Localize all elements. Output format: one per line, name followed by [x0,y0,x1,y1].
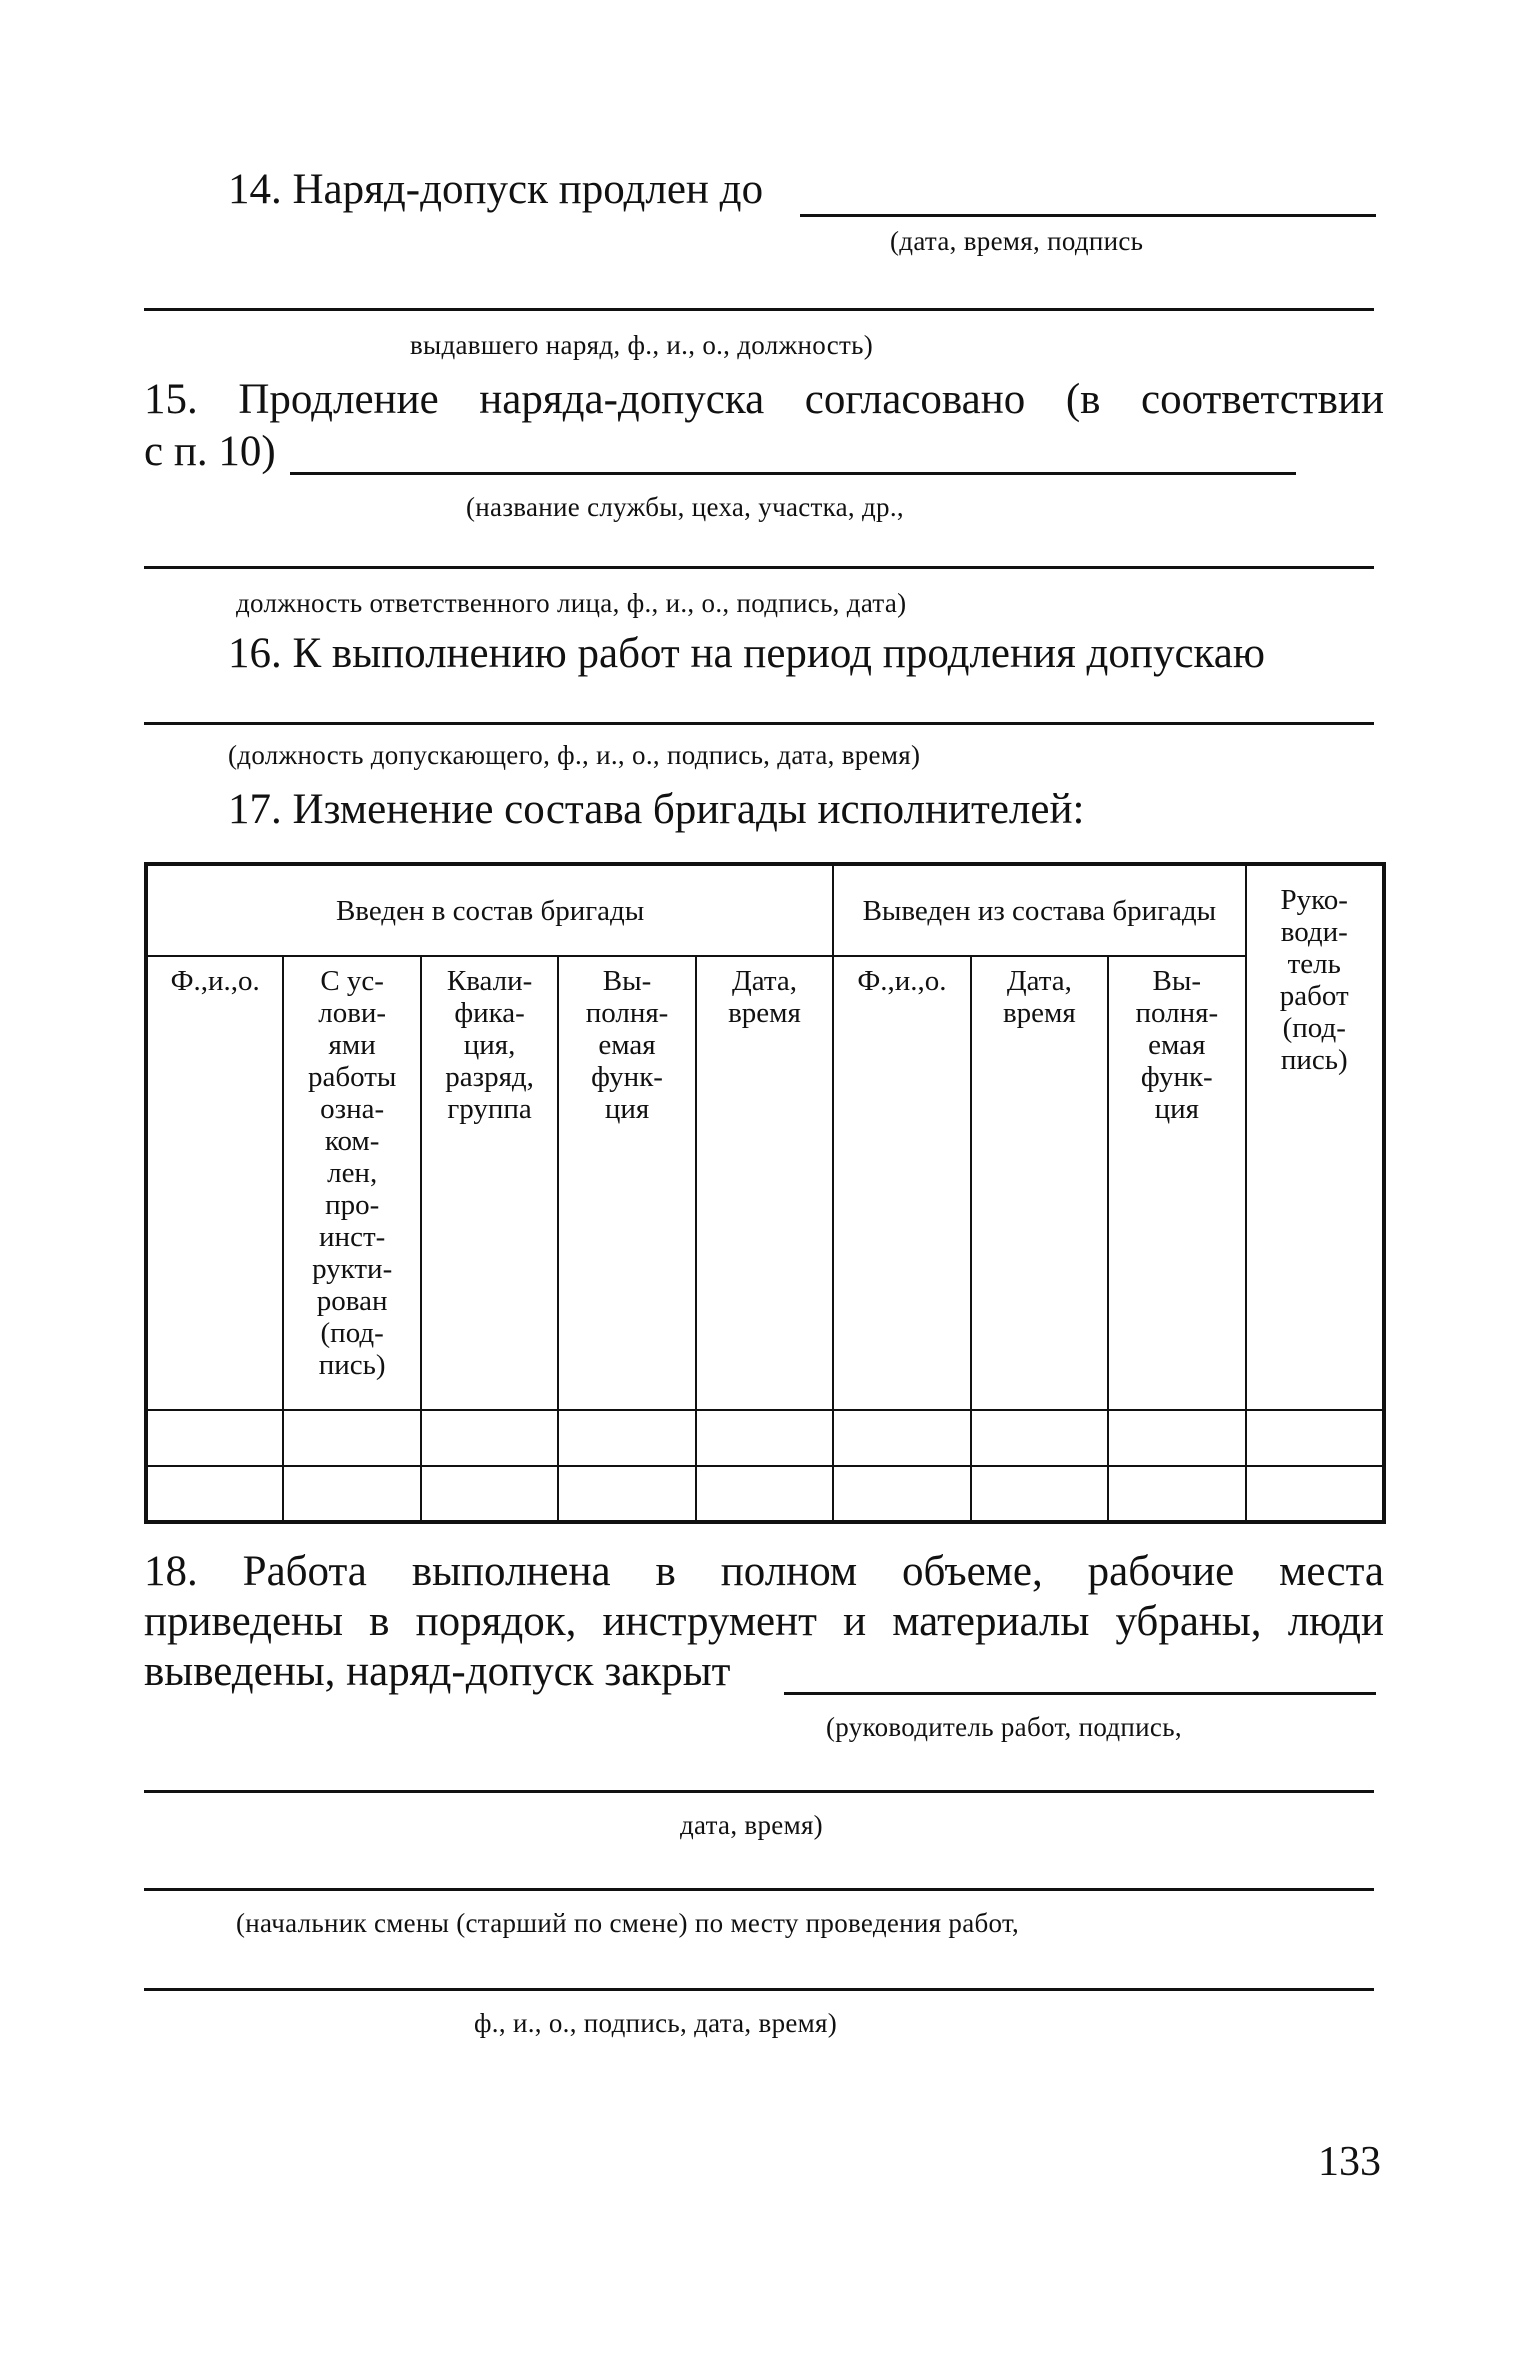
table-cell[interactable] [283,1466,420,1522]
item-15-text-2: с п. 10) [144,428,276,475]
item-16-text: 16. К выполнению работ на период продления допускаю [228,630,1265,677]
table-cell[interactable] [421,1466,558,1522]
header-in-fio: Ф.,и.,о. [146,956,283,1409]
table-cell[interactable] [833,1410,970,1466]
item-18-hint-2: дата, время) [680,1810,823,1840]
crew-change-table [144,862,1386,1524]
header-out-fio: Ф.,и.,о. [833,956,970,1409]
item-14-text: 14. Наряд-допуск продлен до [228,166,764,213]
item-15-blank-line-2 [144,566,1374,569]
table-cell[interactable] [696,1466,833,1522]
item-18-hint-4: ф., и., о., подпись, дата, время) [474,2008,838,2038]
item-17-text: 17. Изменение состава бригады исполнителей: [228,786,1085,833]
table-cell[interactable] [1108,1410,1245,1466]
table-cell[interactable] [971,1410,1108,1466]
table-cell[interactable] [1108,1466,1245,1522]
item-18-blank-line-4 [144,1988,1374,1991]
header-in-qualification: Квали- фика- ция, разряд, группа [421,956,558,1409]
item-18-hint-3: (начальник смены (старший по смене) по месту проведения работ, [236,1908,1020,1938]
item-15-text-1: 15. Продление наряда-допуска согласовано (в соответствии [144,376,1384,423]
table-cell[interactable] [146,1410,283,1466]
item-18-blank-line-3 [144,1888,1374,1891]
table-row [146,1466,1384,1522]
item-16-blank-line [144,722,1374,725]
item-15-hint-1: (название службы, цеха, участка, др., [466,492,904,522]
table-cell[interactable] [558,1466,695,1522]
table-row [146,1410,1384,1466]
item-16-hint: (должность допускающего, ф., и., о., подпись, дата, время) [228,740,921,770]
item-18-blank-line-2 [144,1790,1374,1793]
table-cell[interactable] [283,1410,420,1466]
item-18-line-3: выведены, наряд-допуск закрыт [144,1648,731,1695]
item-14-blank-line-2 [144,308,1374,311]
group-header-in: Введен в состав бригады [146,864,833,956]
item-15-blank-line [290,472,1296,475]
header-in-function: Вы- полня- емая функ- ция [558,956,695,1409]
item-14-hint-2: выдавшего наряд, ф., и., о., должность) [410,330,873,360]
table-cell[interactable] [833,1466,970,1522]
item-15-hint-2: должность ответственного лица, ф., и., о., подпись, дата) [236,588,907,618]
table-cell[interactable] [696,1410,833,1466]
group-header-out: Выведен из состава бригады [833,864,1245,956]
table-cell[interactable] [558,1410,695,1466]
item-18-line-2: приведены в порядок, инструмент и материалы убраны, люди [144,1598,1384,1645]
item-14-blank-line [800,214,1376,217]
table-cell[interactable] [1246,1466,1384,1522]
item-18-hint-1: (руководитель работ, подпись, [826,1712,1182,1742]
header-out-function: Вы- полня- емая функ- ция [1108,956,1245,1409]
header-leader-signature: Руко- води- тель работ (под- пись) [1246,864,1384,1410]
item-18-line-1: 18. Работа выполнена в полном объеме, рабочие места [144,1548,1384,1595]
table-cell[interactable] [146,1466,283,1522]
header-in-briefed: С ус- лови- ями работы озна- ком- лен, про- инст- рукти- рован (под- пись) [283,956,420,1409]
table-cell[interactable] [1246,1410,1384,1466]
table-cell[interactable] [421,1410,558,1466]
page-number: 133 [1318,2139,1381,2185]
table-cell[interactable] [971,1466,1108,1522]
item-18-blank-line [784,1692,1376,1695]
header-out-datetime: Дата, время [971,956,1108,1409]
item-14-hint-1: (дата, время, подпись [890,226,1144,256]
header-in-datetime: Дата, время [696,956,833,1409]
